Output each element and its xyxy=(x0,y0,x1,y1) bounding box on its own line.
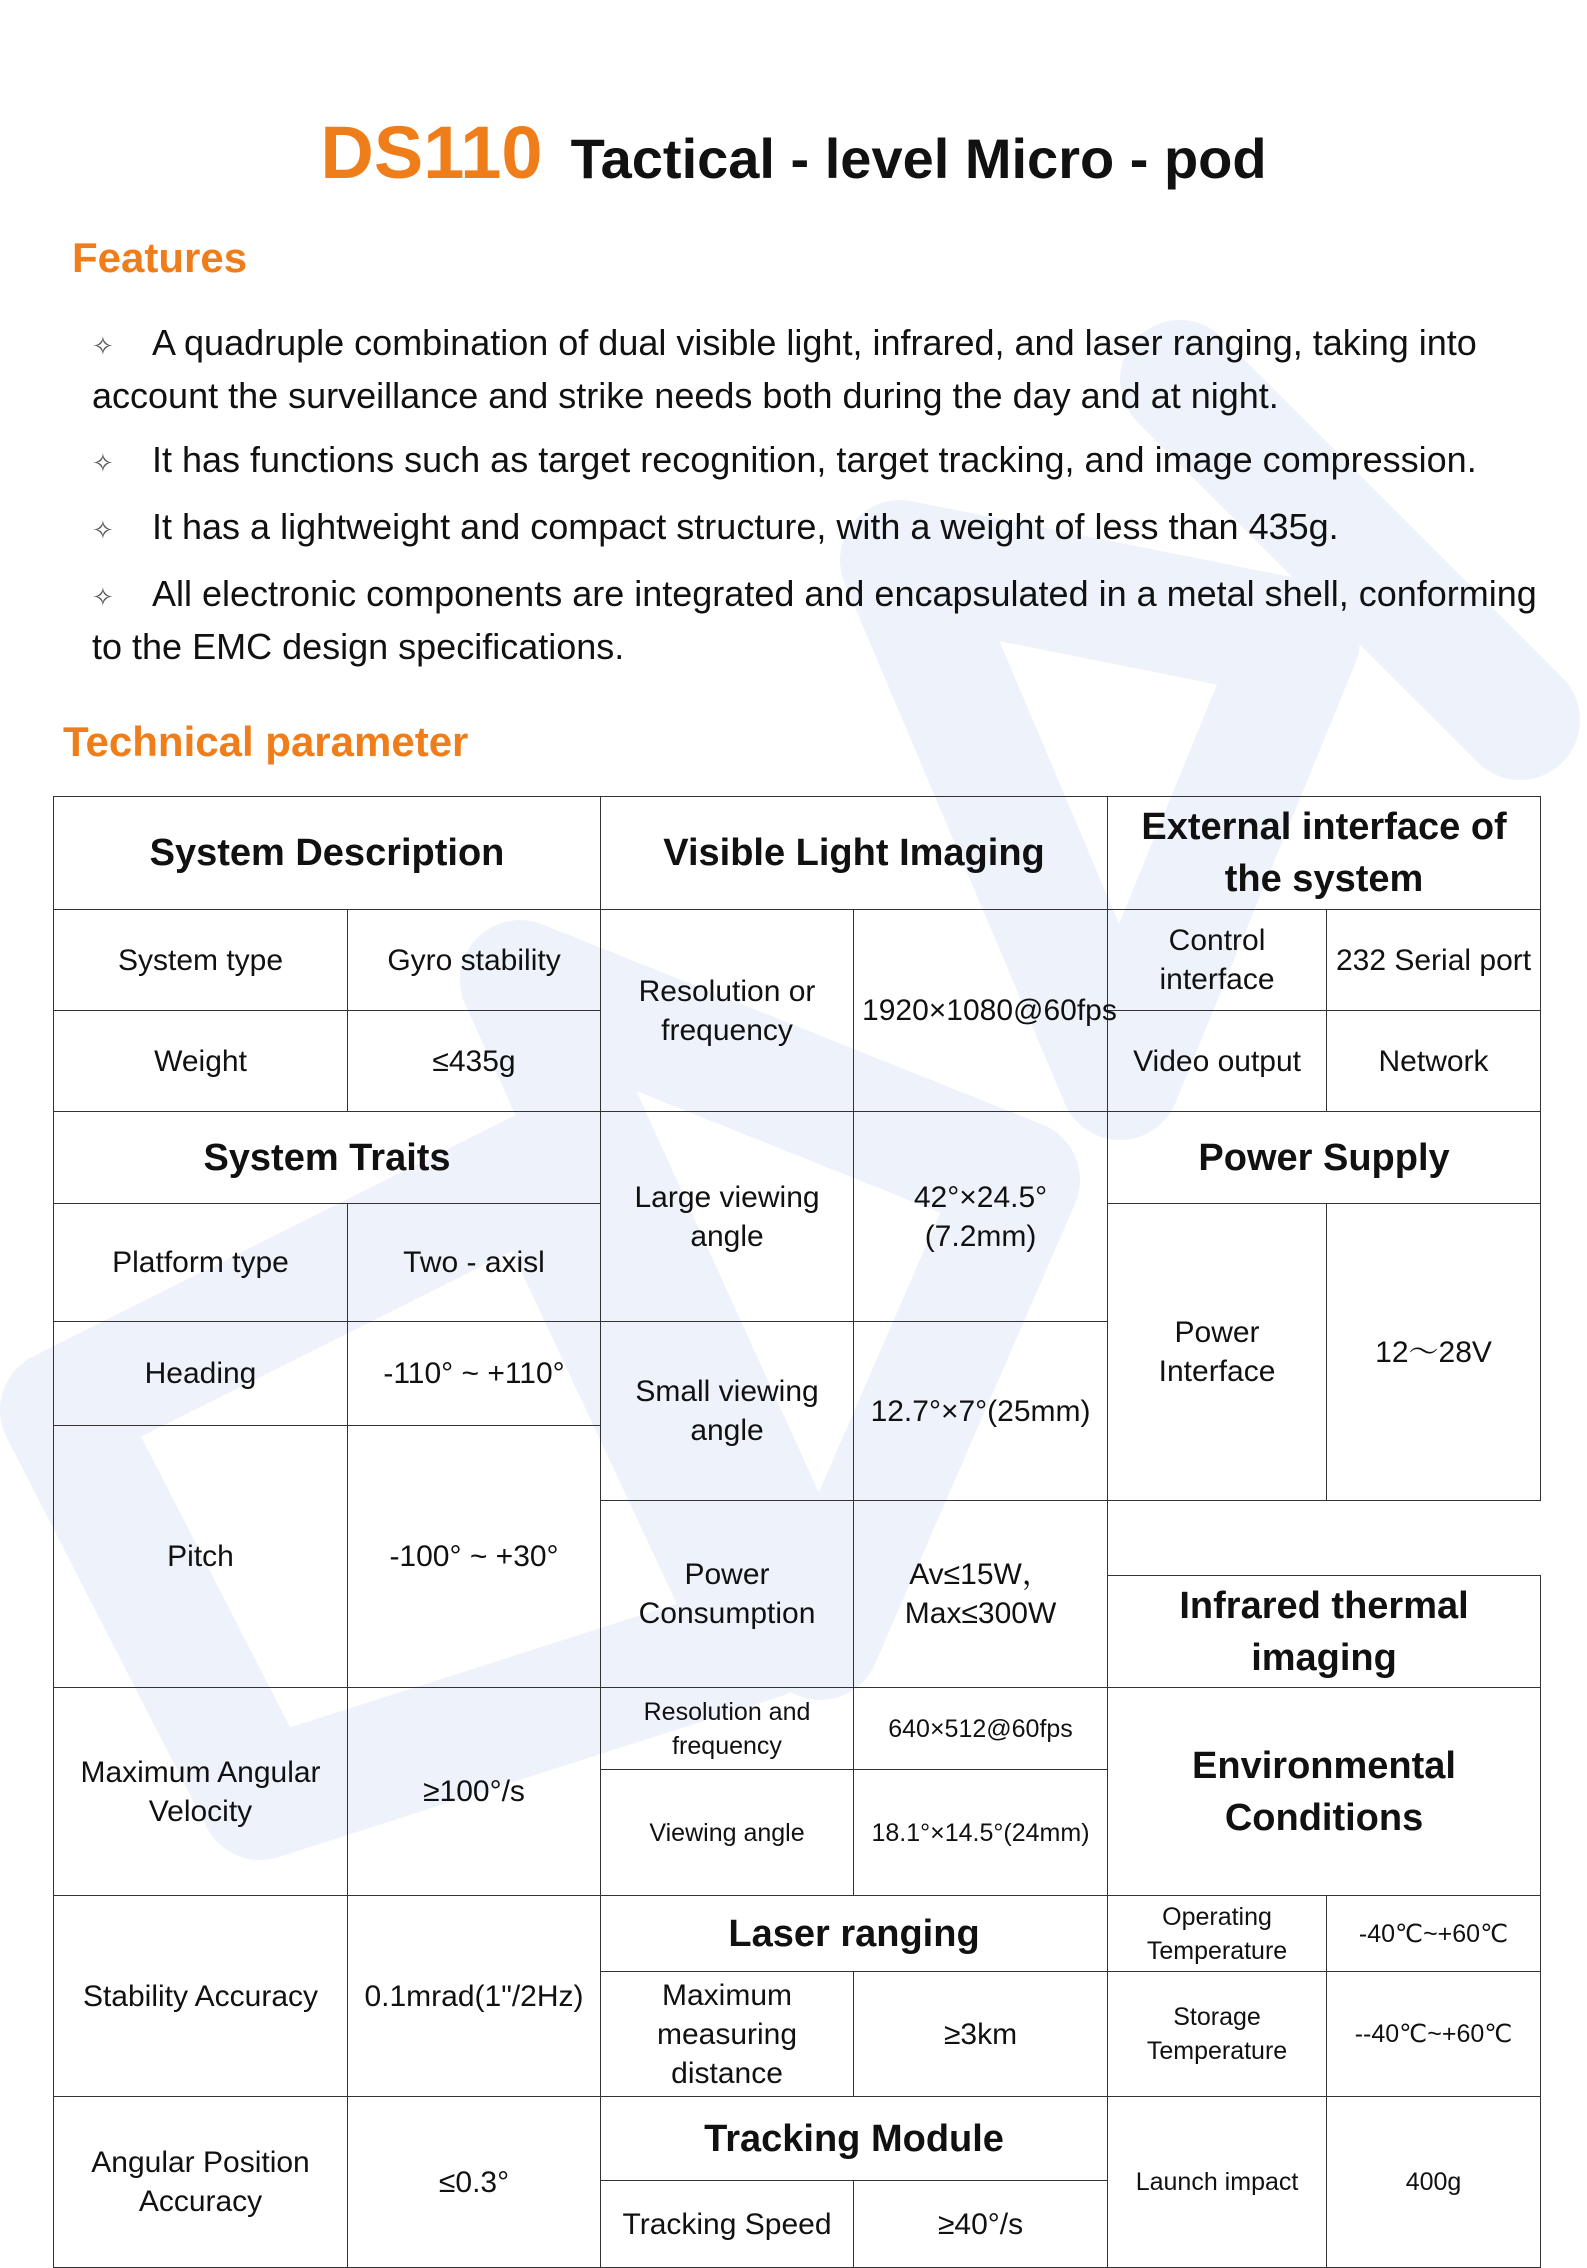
small-angle-value: 12.7°×7°(25mm) xyxy=(854,1322,1108,1501)
technical-parameter-table xyxy=(53,796,1541,2268)
system-type-value: Gyro stability xyxy=(348,910,601,1011)
product-name: Tactical - level Micro - pod xyxy=(570,127,1267,190)
technical-parameter-heading: Technical parameter xyxy=(63,718,469,765)
video-output-value: Network xyxy=(1327,1011,1541,1112)
visible-light-header: Visible Light Imaging xyxy=(601,797,1108,910)
pitch-label: Pitch xyxy=(54,1426,348,1688)
features-list xyxy=(92,318,1562,686)
large-angle-value: 42°×24.5°(7.2mm) xyxy=(854,1112,1108,1322)
power-consumption-label: Power Consumption xyxy=(601,1501,854,1688)
heading-value: -110° ~ +110° xyxy=(348,1322,601,1426)
heading-label: Heading xyxy=(54,1322,348,1426)
four-point-star-icon: ✧ xyxy=(92,515,114,545)
max-distance-value: ≥3km xyxy=(854,1972,1108,2097)
infrared-resolution-value: 640×512@60fps xyxy=(854,1688,1108,1770)
features-heading: Features xyxy=(72,234,248,281)
system-type-label: System type xyxy=(54,910,348,1011)
visible-resolution-value: 1920×1080@60fps xyxy=(854,910,1108,1112)
storage-temperature-label: Storage Temperature xyxy=(1108,1972,1327,2097)
environmental-conditions-header: Environmental Conditions xyxy=(1108,1688,1541,1896)
pitch-value: -100° ~ +30° xyxy=(348,1426,601,1688)
max-distance-label: Maximum measuring distance xyxy=(601,1972,854,2097)
feature-item: ✧ It has functions such as target recognition, target tracking, and image compression. xyxy=(92,435,1562,488)
max-angular-velocity-value: ≥100°/s xyxy=(348,1688,601,1896)
tracking-speed-label: Tracking Speed xyxy=(601,2181,854,2268)
launch-impact-value: 400g xyxy=(1327,2097,1541,2268)
angular-position-accuracy-label: Angular Position Accuracy xyxy=(54,2097,348,2268)
power-interface-label: Power Interface xyxy=(1108,1204,1327,1501)
document-title xyxy=(0,110,1587,195)
max-angular-velocity-label: Maximum Angular Velocity xyxy=(54,1688,348,1896)
small-angle-label: Small viewing angle xyxy=(601,1322,854,1501)
four-point-star-icon: ✧ xyxy=(92,448,114,478)
system-description-header: System Description xyxy=(54,797,601,910)
launch-impact-label: Launch impact xyxy=(1108,2097,1327,2268)
feature-item: ✧ All electronic components are integrated and encapsulated in a metal shell, conforming to the EMC design specifications. xyxy=(92,573,1537,667)
infrared-viewing-angle-label: Viewing angle xyxy=(601,1770,854,1896)
platform-type-label: Platform type xyxy=(54,1204,348,1322)
control-interface-value: 232 Serial port xyxy=(1327,910,1541,1011)
laser-ranging-header: Laser ranging xyxy=(601,1896,1108,1972)
four-point-star-icon: ✧ xyxy=(92,331,114,361)
model-name: DS110 xyxy=(320,111,543,194)
visible-resolution-label: Resolution or frequency xyxy=(601,910,854,1112)
stability-accuracy-value: 0.1mrad(1"/2Hz) xyxy=(348,1896,601,2097)
large-angle-label: Large viewing angle xyxy=(601,1112,854,1322)
four-point-star-icon: ✧ xyxy=(92,582,114,612)
system-traits-header: System Traits xyxy=(54,1112,601,1204)
external-interface-header: External interface of the system xyxy=(1108,797,1541,910)
control-interface-label: Control interface xyxy=(1108,910,1327,1011)
weight-value: ≤435g xyxy=(348,1011,601,1112)
weight-label: Weight xyxy=(54,1011,348,1112)
infrared-header: Infrared thermal imaging xyxy=(1108,1576,1541,1688)
power-consumption-value: Av≤15W，Max≤300W xyxy=(854,1501,1108,1688)
tracking-speed-value: ≥40°/s xyxy=(854,2181,1108,2268)
video-output-label: Video output xyxy=(1108,1011,1327,1112)
platform-type-value: Two - axisl xyxy=(348,1204,601,1322)
power-supply-header: Power Supply xyxy=(1108,1112,1541,1204)
operating-temperature-value: -40℃~+60℃ xyxy=(1327,1896,1541,1972)
angular-position-accuracy-value: ≤0.3° xyxy=(348,2097,601,2268)
tracking-module-header: Tracking Module xyxy=(601,2097,1108,2181)
power-interface-value: 12～28V xyxy=(1327,1204,1541,1501)
infrared-viewing-angle-value: 18.1°×14.5°(24mm) xyxy=(854,1770,1108,1896)
operating-temperature-label: Operating Temperature xyxy=(1108,1896,1327,1972)
feature-item: ✧ It has a lightweight and compact structure, with a weight of less than 435g. xyxy=(92,502,1562,555)
infrared-resolution-label: Resolution and frequency xyxy=(601,1688,854,1770)
storage-temperature-value: --40℃~+60℃ xyxy=(1327,1972,1541,2097)
stability-accuracy-label: Stability Accuracy xyxy=(54,1896,348,2097)
feature-item: ✧ A quadruple combination of dual visible light, infrared, and laser ranging, taking into account the surveillance and strike needs both during the day and at night. xyxy=(92,322,1477,416)
